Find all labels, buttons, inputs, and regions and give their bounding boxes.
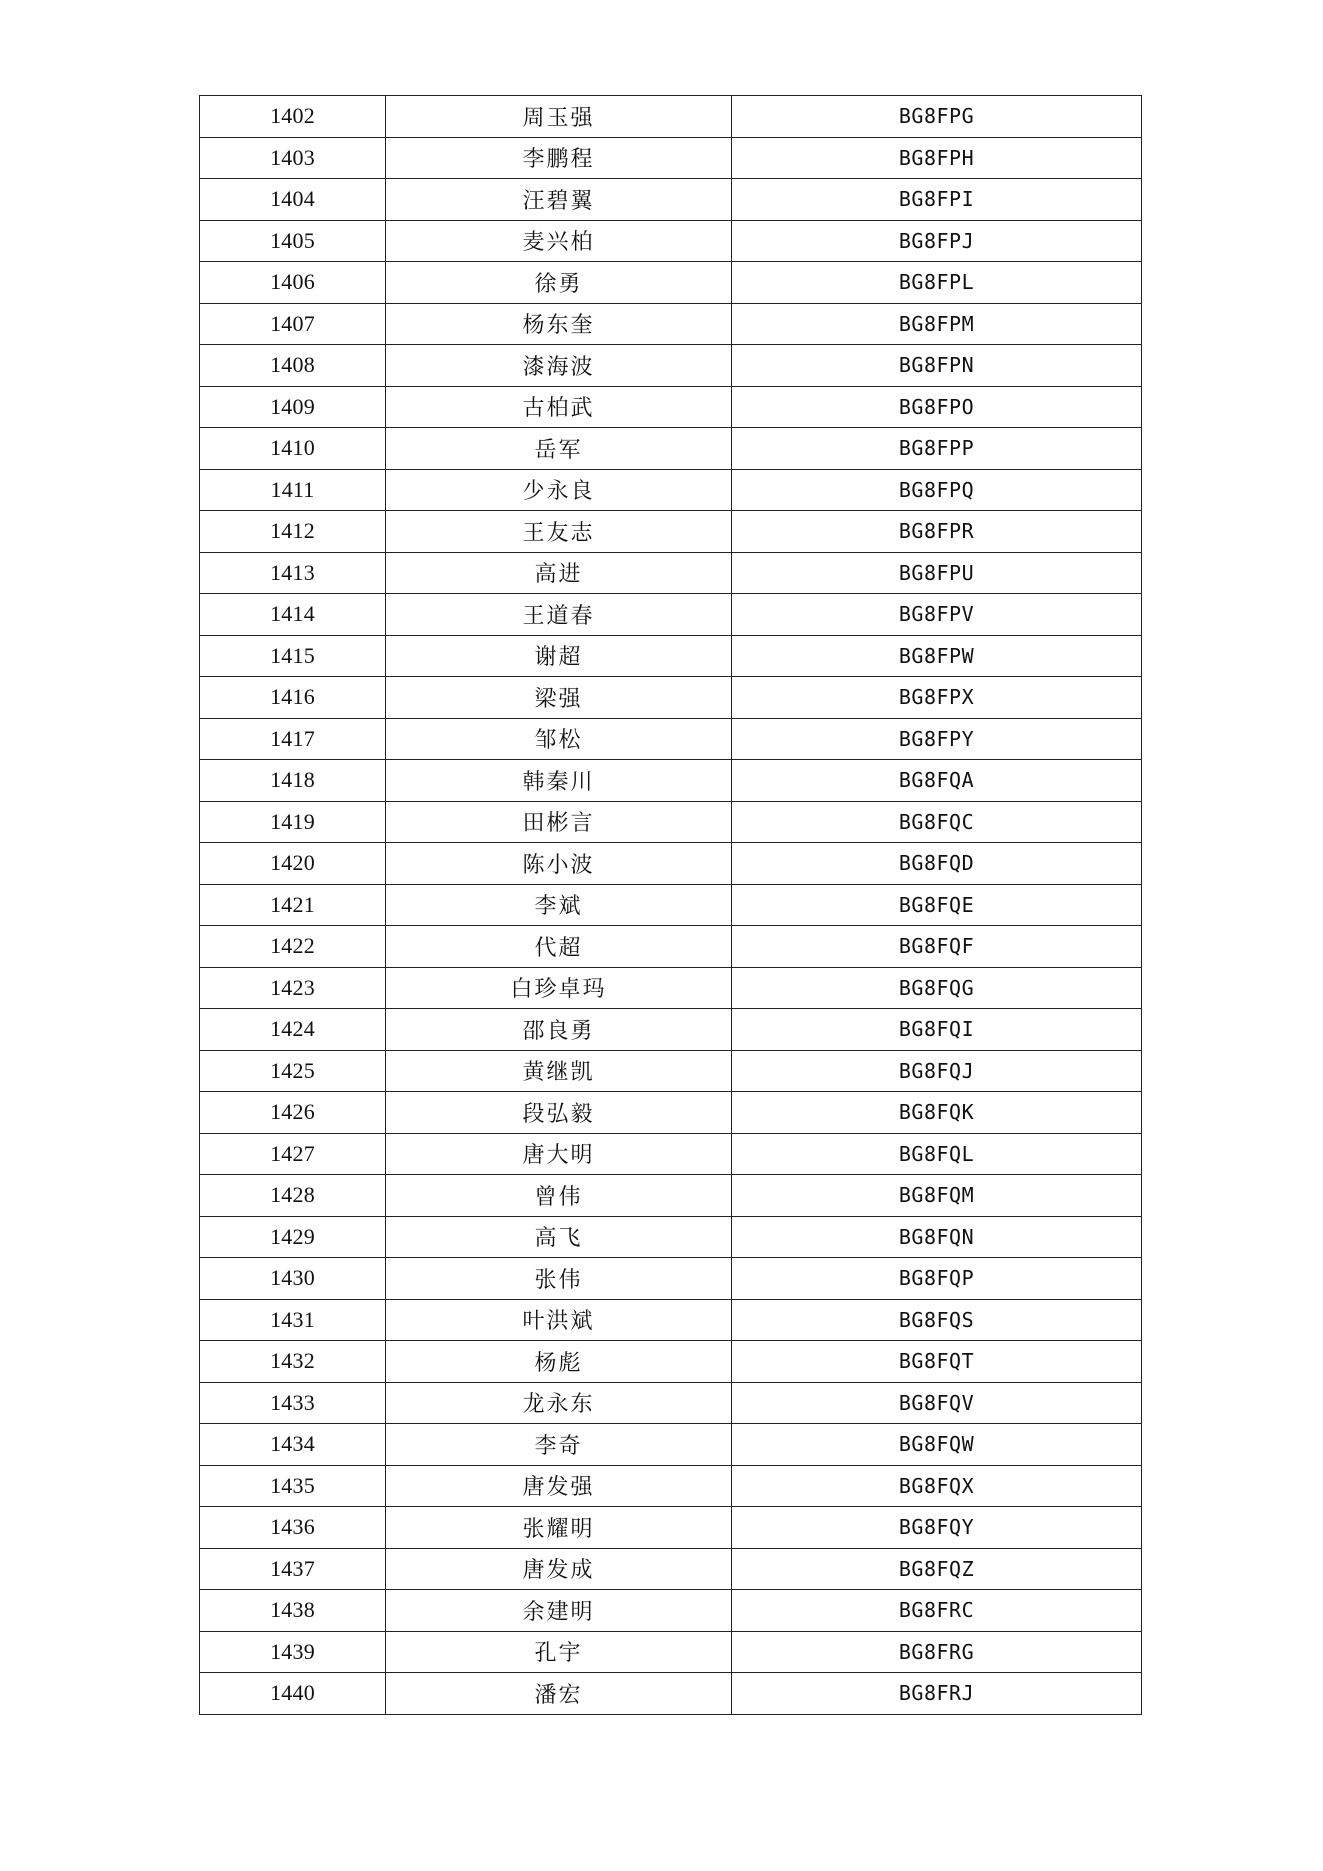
- table-row: [200, 1092, 1142, 1134]
- row-number-cell: 1429: [200, 1216, 386, 1258]
- row-number-cell: 1412: [200, 511, 386, 553]
- row-number-cell: 1417: [200, 718, 386, 760]
- table-row: [200, 1341, 1142, 1383]
- callsign-cell: BG8FQD: [732, 843, 1142, 885]
- callsign-cell: BG8FQT: [732, 1341, 1142, 1383]
- table-row: [200, 1133, 1142, 1175]
- table-row: [200, 386, 1142, 428]
- name-cell: 唐发成: [386, 1548, 732, 1590]
- table-row: [200, 262, 1142, 304]
- row-number-cell: 1415: [200, 635, 386, 677]
- callsign-cell: BG8FQJ: [732, 1050, 1142, 1092]
- row-number-cell: 1404: [200, 179, 386, 221]
- row-number-cell: 1440: [200, 1673, 386, 1715]
- name-cell: 漆海波: [386, 345, 732, 387]
- name-cell: 麦兴柏: [386, 220, 732, 262]
- callsign-cell: BG8FPR: [732, 511, 1142, 553]
- callsign-cell: BG8FQN: [732, 1216, 1142, 1258]
- callsign-cell: BG8FPL: [732, 262, 1142, 304]
- name-cell: 龙永东: [386, 1382, 732, 1424]
- table-row: [200, 179, 1142, 221]
- name-cell: 徐勇: [386, 262, 732, 304]
- name-cell: 段弘毅: [386, 1092, 732, 1134]
- callsign-cell: BG8FQG: [732, 967, 1142, 1009]
- table-row: [200, 1299, 1142, 1341]
- callsign-cell: BG8FQY: [732, 1507, 1142, 1549]
- table-row: [200, 1673, 1142, 1715]
- table-row: [200, 884, 1142, 926]
- row-number-cell: 1406: [200, 262, 386, 304]
- table-row: [200, 1590, 1142, 1632]
- name-cell: 王道春: [386, 594, 732, 636]
- row-number-cell: 1427: [200, 1133, 386, 1175]
- callsign-cell: BG8FRJ: [732, 1673, 1142, 1715]
- callsign-cell: BG8FPG: [732, 96, 1142, 138]
- name-cell: 周玉强: [386, 96, 732, 138]
- callsign-cell: BG8FQK: [732, 1092, 1142, 1134]
- callsign-cell: BG8FQL: [732, 1133, 1142, 1175]
- table-row: [200, 1507, 1142, 1549]
- row-number-cell: 1437: [200, 1548, 386, 1590]
- table-row: [200, 677, 1142, 719]
- callsign-cell: BG8FPU: [732, 552, 1142, 594]
- callsign-cell: BG8FPJ: [732, 220, 1142, 262]
- row-number-cell: 1414: [200, 594, 386, 636]
- row-number-cell: 1416: [200, 677, 386, 719]
- name-cell: 李鹏程: [386, 137, 732, 179]
- callsign-cell: BG8FPY: [732, 718, 1142, 760]
- name-cell: 杨彪: [386, 1341, 732, 1383]
- table-row: [200, 1050, 1142, 1092]
- table-row: [200, 801, 1142, 843]
- callsign-cell: BG8FQV: [732, 1382, 1142, 1424]
- name-cell: 李奇: [386, 1424, 732, 1466]
- row-number-cell: 1435: [200, 1465, 386, 1507]
- row-number-cell: 1405: [200, 220, 386, 262]
- name-cell: 岳军: [386, 428, 732, 470]
- name-cell: 唐大明: [386, 1133, 732, 1175]
- row-number-cell: 1411: [200, 469, 386, 511]
- callsign-cell: BG8FQZ: [732, 1548, 1142, 1590]
- callsign-cell: BG8FPM: [732, 303, 1142, 345]
- table-row: [200, 1424, 1142, 1466]
- name-cell: 邵良勇: [386, 1009, 732, 1051]
- callsign-table: [199, 95, 1142, 1715]
- table-row: [200, 760, 1142, 802]
- callsign-cell: BG8FQA: [732, 760, 1142, 802]
- callsign-cell: BG8FQP: [732, 1258, 1142, 1300]
- callsign-cell: BG8FPH: [732, 137, 1142, 179]
- table-row: [200, 137, 1142, 179]
- table-row: [200, 967, 1142, 1009]
- row-number-cell: 1419: [200, 801, 386, 843]
- row-number-cell: 1430: [200, 1258, 386, 1300]
- name-cell: 汪碧翼: [386, 179, 732, 221]
- table-row: [200, 511, 1142, 553]
- row-number-cell: 1431: [200, 1299, 386, 1341]
- row-number-cell: 1409: [200, 386, 386, 428]
- table-row: [200, 428, 1142, 470]
- table-row: [200, 635, 1142, 677]
- table-row: [200, 1465, 1142, 1507]
- table-row: [200, 345, 1142, 387]
- name-cell: 叶洪斌: [386, 1299, 732, 1341]
- name-cell: 白珍卓玛: [386, 967, 732, 1009]
- table-row: [200, 220, 1142, 262]
- row-number-cell: 1403: [200, 137, 386, 179]
- callsign-cell: BG8FPQ: [732, 469, 1142, 511]
- row-number-cell: 1425: [200, 1050, 386, 1092]
- callsign-cell: BG8FPX: [732, 677, 1142, 719]
- table-row: [200, 1175, 1142, 1217]
- row-number-cell: 1428: [200, 1175, 386, 1217]
- row-number-cell: 1410: [200, 428, 386, 470]
- row-number-cell: 1439: [200, 1631, 386, 1673]
- callsign-cell: BG8FPP: [732, 428, 1142, 470]
- name-cell: 梁强: [386, 677, 732, 719]
- callsign-cell: BG8FQS: [732, 1299, 1142, 1341]
- row-number-cell: 1422: [200, 926, 386, 968]
- row-number-cell: 1420: [200, 843, 386, 885]
- callsign-cell: BG8FPV: [732, 594, 1142, 636]
- table-body: [200, 96, 1142, 1715]
- name-cell: 张伟: [386, 1258, 732, 1300]
- row-number-cell: 1426: [200, 1092, 386, 1134]
- table-row: [200, 303, 1142, 345]
- row-number-cell: 1438: [200, 1590, 386, 1632]
- row-number-cell: 1436: [200, 1507, 386, 1549]
- callsign-cell: BG8FQM: [732, 1175, 1142, 1217]
- table-row: [200, 1258, 1142, 1300]
- name-cell: 邹松: [386, 718, 732, 760]
- name-cell: 谢超: [386, 635, 732, 677]
- table-row: [200, 552, 1142, 594]
- callsign-cell: BG8FPI: [732, 179, 1142, 221]
- table-row: [200, 594, 1142, 636]
- row-number-cell: 1421: [200, 884, 386, 926]
- row-number-cell: 1407: [200, 303, 386, 345]
- table-row: [200, 1631, 1142, 1673]
- table-row: [200, 926, 1142, 968]
- callsign-cell: BG8FPO: [732, 386, 1142, 428]
- table-row: [200, 1382, 1142, 1424]
- name-cell: 潘宏: [386, 1673, 732, 1715]
- callsign-cell: BG8FQE: [732, 884, 1142, 926]
- row-number-cell: 1432: [200, 1341, 386, 1383]
- name-cell: 古柏武: [386, 386, 732, 428]
- table-row: [200, 843, 1142, 885]
- row-number-cell: 1408: [200, 345, 386, 387]
- callsign-cell: BG8FQF: [732, 926, 1142, 968]
- callsign-cell: BG8FQX: [732, 1465, 1142, 1507]
- row-number-cell: 1424: [200, 1009, 386, 1051]
- name-cell: 少永良: [386, 469, 732, 511]
- callsign-cell: BG8FRG: [732, 1631, 1142, 1673]
- name-cell: 高进: [386, 552, 732, 594]
- table-row: [200, 1216, 1142, 1258]
- name-cell: 陈小波: [386, 843, 732, 885]
- table-row: [200, 718, 1142, 760]
- name-cell: 余建明: [386, 1590, 732, 1632]
- row-number-cell: 1433: [200, 1382, 386, 1424]
- name-cell: 孔宇: [386, 1631, 732, 1673]
- name-cell: 曾伟: [386, 1175, 732, 1217]
- row-number-cell: 1413: [200, 552, 386, 594]
- name-cell: 黄继凯: [386, 1050, 732, 1092]
- name-cell: 王友志: [386, 511, 732, 553]
- name-cell: 韩秦川: [386, 760, 732, 802]
- name-cell: 张耀明: [386, 1507, 732, 1549]
- row-number-cell: 1402: [200, 96, 386, 138]
- row-number-cell: 1418: [200, 760, 386, 802]
- callsign-cell: BG8FQC: [732, 801, 1142, 843]
- table-row: [200, 1548, 1142, 1590]
- name-cell: 田彬言: [386, 801, 732, 843]
- callsign-cell: BG8FQW: [732, 1424, 1142, 1466]
- name-cell: 杨东奎: [386, 303, 732, 345]
- callsign-cell: BG8FQI: [732, 1009, 1142, 1051]
- callsign-cell: BG8FPN: [732, 345, 1142, 387]
- callsign-cell: BG8FRC: [732, 1590, 1142, 1632]
- name-cell: 高飞: [386, 1216, 732, 1258]
- table-row: [200, 1009, 1142, 1051]
- table-row: [200, 96, 1142, 138]
- name-cell: 李斌: [386, 884, 732, 926]
- name-cell: 唐发强: [386, 1465, 732, 1507]
- table-row: [200, 469, 1142, 511]
- row-number-cell: 1434: [200, 1424, 386, 1466]
- row-number-cell: 1423: [200, 967, 386, 1009]
- name-cell: 代超: [386, 926, 732, 968]
- callsign-cell: BG8FPW: [732, 635, 1142, 677]
